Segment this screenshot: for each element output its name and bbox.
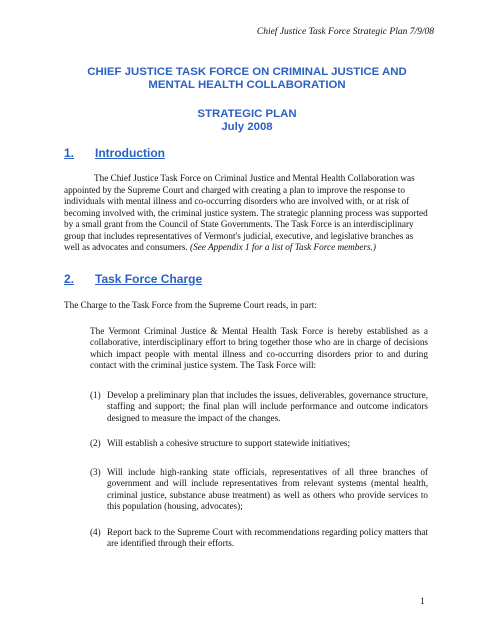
plan-label: STRATEGIC PLAN (197, 108, 297, 120)
introduction-text: The Chief Justice Task Force on Criminal Justice and Mental Health Collaboration was appointed by the Supreme Court and charged with creating a plan to improve the response to individuals with mental illness and co-occurring disorders who are involved with, or at risk of becoming involved with, the criminal justice system. The strategic planning process was supported by a small grant from the Council of State Governments. The Task Force is an interdisciplinary group that includes representatives of Vermont's judicial, executive, and legislative branches as well as advocates and consumers. (64, 173, 428, 252)
running-header: Chief Justice Task Force Strategic Plan 7/9/08 (256, 27, 434, 37)
section-number: 1. (64, 146, 75, 160)
list-item-text: Report back to the Supreme Court with recommendations regarding policy matters that are identified through their efforts. (107, 527, 428, 549)
section-title: Task Force Charge (95, 272, 203, 286)
list-item-text: Will establish a cohesive structure to support statewide initiatives; (107, 438, 351, 448)
page-number: 1 (420, 597, 425, 607)
list-item (90, 527, 428, 550)
section-number: 2. (64, 272, 75, 286)
list-marker: (2) (90, 438, 101, 448)
title-line-2: MENTAL HEALTH COLLABORATION (148, 79, 346, 91)
charge-intro: The Charge to the Task Force from the Supreme Court reads, in part: (64, 300, 317, 310)
introduction-paragraph (64, 173, 429, 254)
section-heading-task-force-charge (64, 272, 202, 286)
list-item (90, 438, 428, 449)
list-item-text: Develop a preliminary plan that includes the issues, deliverables, governance structure, staffing and support; the final plan will include performance and outcome indicators designed to measure the impact of the changes. (107, 390, 428, 423)
plan-date: July 2008 (221, 121, 273, 133)
list-item (90, 467, 428, 513)
list-marker: (4) (90, 527, 101, 537)
section-heading-introduction (64, 146, 165, 160)
appendix-note: (See Appendix 1 for a list of Task Force members.) (190, 242, 376, 252)
section-title: Introduction (95, 146, 165, 160)
document-title (40, 66, 454, 92)
list-marker: (1) (90, 390, 101, 400)
list-marker: (3) (90, 467, 101, 477)
title-line-1: CHIEF JUSTICE TASK FORCE ON CRIMINAL JUSTICE AND (87, 66, 407, 78)
list-item-text: Will include high-ranking state officials, representatives of all three branches of government and will include representatives from relevant systems (mental health, criminal justice, substance abuse treatment) as well as others who provide services to this population (housing, advocates); (107, 467, 428, 512)
list-item (90, 390, 428, 424)
charge-quote: The Vermont Criminal Justice & Mental Health Task Force is hereby established as a collaborative, interdisciplinary effort to bring together those who are in charge of decisions which impact people with mental illness and co-occurring disorders prior to and during contact with the criminal justice system. The Task Force will: (90, 326, 428, 371)
